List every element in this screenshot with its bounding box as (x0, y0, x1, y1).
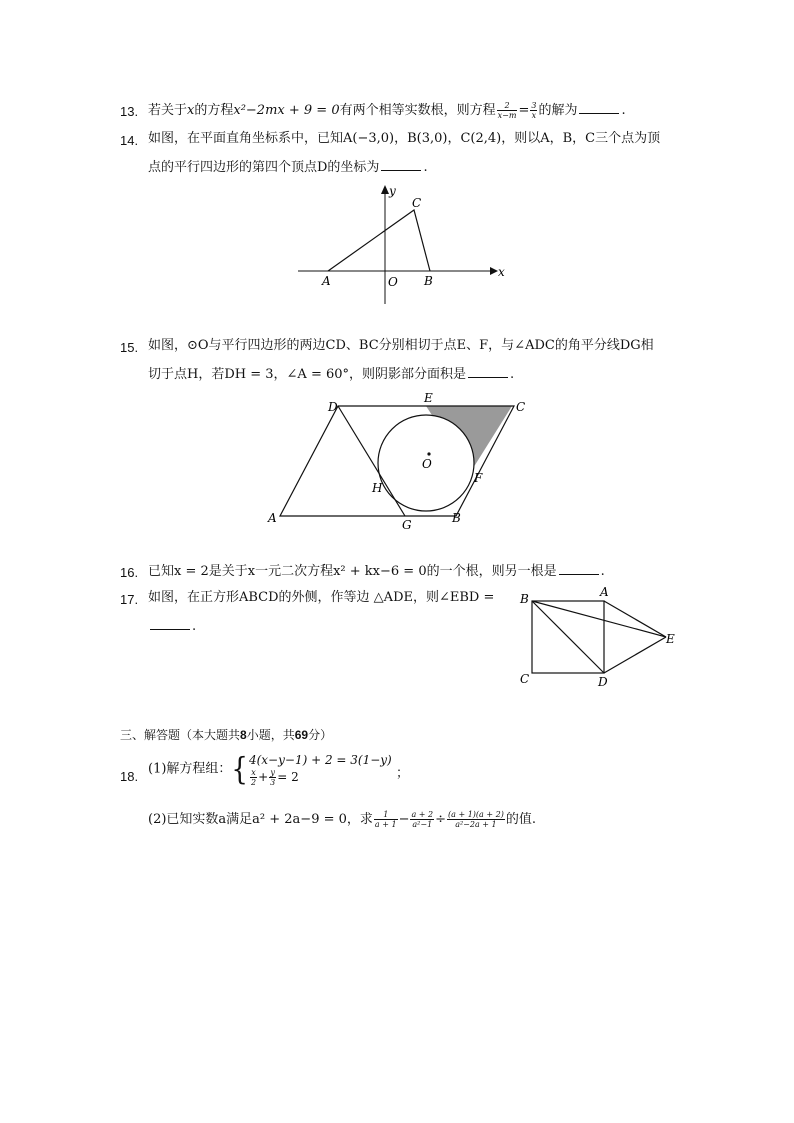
q17-side-DE (604, 637, 666, 673)
q18-eq2-y-num: y (270, 768, 275, 777)
q13-p1: 若关于 (148, 103, 188, 118)
q14-label-y: y (389, 184, 396, 198)
q17-label-A: A (600, 585, 609, 599)
q15-line-1: 如图，⊙O与平行四边形的两边CD、BC分别相切于点E、F，与∠ADC的角平分线DG相 (148, 338, 654, 353)
q17-end: . (192, 619, 197, 634)
q13-number: 13. (120, 104, 139, 119)
q14-label-x: x (498, 265, 505, 279)
q18-equation-system (249, 752, 392, 787)
q17-line-1: 如图，在正方形ABCD的外侧，作等边 △ADE，则∠EBD = (148, 590, 495, 605)
section-3-mid: 小题，共 (246, 728, 295, 742)
q18-eq2-plus: + (258, 770, 269, 784)
q15-center-dot (427, 452, 430, 455)
q13-frac2-num: 3 (531, 101, 537, 110)
q14-line-1: 如图，在平面直角坐标系中，已知A(−3,0)，B(3,0)，C(2,4)，则以A，B，C三个点为顶 (148, 131, 661, 146)
q13-fraction-2 (530, 101, 537, 120)
q14-line-2-text: 点的平行四边形的第四个顶点D的坐标为 (148, 160, 380, 175)
q18-eq2-frac-x (250, 768, 257, 787)
q17-segment-BE (532, 601, 666, 637)
q16-end: . (600, 564, 605, 579)
q15-label-E: E (424, 391, 433, 405)
q15-label-F: F (474, 471, 483, 485)
q14-triangle (328, 210, 430, 271)
q17-number: 17. (120, 592, 139, 607)
q17-line-2 (148, 617, 196, 636)
q17-side-AE (604, 601, 666, 637)
q18-f3-den: a²−2a + 1 (455, 820, 497, 829)
q14-label-C: C (412, 196, 422, 210)
q15-end: . (510, 367, 515, 382)
q14-answer-blank (381, 158, 421, 171)
q15-line-2-text: 切于点H，若DH = 3，∠A = 60°，则阴影部分面积是 (148, 367, 467, 382)
q18-eq2-x-den: 2 (250, 778, 257, 787)
q13-text (148, 101, 626, 120)
q17-answer-blank (150, 617, 190, 630)
q14-number: 14. (120, 133, 139, 148)
q15-figure (262, 390, 542, 535)
q16-line (148, 562, 605, 581)
q15-number: 15. (120, 340, 139, 355)
q18-part-2-label: (2)已知实数a满足a² + 2a−9 = 0，求 (148, 812, 373, 827)
q15-label-B: B (452, 511, 461, 525)
q15-shaded-region (426, 406, 512, 473)
q13-p3: 有两个相等实数根，则方程 (339, 103, 496, 118)
q18-minus: − (398, 812, 410, 827)
q15-answer-blank (468, 365, 508, 378)
q18-eq2-y-den: 3 (270, 778, 276, 787)
q18-f1-den: a + 1 (374, 820, 397, 829)
q15-label-C: C (516, 400, 526, 414)
q17-label-B: B (520, 592, 529, 606)
q13-p4: 的解为 (538, 103, 578, 118)
q15-label-H: H (372, 481, 383, 495)
q14-label-B: B (424, 274, 433, 288)
q18-part-2-end: 的值. (505, 812, 536, 827)
q17-figure (512, 585, 682, 690)
q17-label-D: D (598, 675, 608, 689)
q13-frac1-num: 2 (497, 101, 518, 111)
q18-number: 18. (120, 769, 139, 784)
q13-equation: x²−2mx + 9 = 0 (233, 103, 340, 118)
q18-eq2-frac-y (269, 768, 276, 787)
q16-answer-blank (559, 562, 599, 575)
q15-label-D: D (328, 400, 338, 414)
q15-line-2 (148, 365, 514, 384)
q14-y-arrow-icon (381, 185, 389, 194)
q16-text: 已知x = 2是关于x一元二次方程x² + kx−6 = 0的一个根，则另一根是 (148, 564, 557, 579)
q18-brace: { (231, 751, 248, 788)
q18-part-1-label: (1)解方程组： (148, 761, 232, 777)
q13-frac2-den: x (531, 111, 537, 120)
q18-frac-3 (447, 810, 505, 829)
q18-part-1-end: ； (396, 766, 410, 781)
q14-x-arrow-icon (490, 267, 498, 275)
q13-p2: 的方程 (194, 103, 234, 118)
q17-label-E: E (666, 632, 675, 646)
q13-fraction-1 (497, 101, 518, 120)
q13-answer-blank (579, 101, 619, 114)
q18-div: ÷ (435, 812, 447, 827)
q14-label-A: A (322, 274, 331, 288)
section-3-points: 69 (294, 728, 309, 742)
q14-label-O: O (388, 275, 398, 289)
q18-part-2 (148, 810, 536, 829)
q18-f2-num: a + 2 (411, 810, 434, 819)
q13-end: . (621, 103, 626, 118)
q15-label-A: A (268, 511, 277, 525)
q18-eq2-x-num: x (251, 768, 256, 777)
q18-frac-2 (410, 810, 434, 829)
q18-eq-2 (249, 768, 392, 787)
q17-diagonal-BD (532, 601, 604, 673)
q15-label-G: G (402, 518, 412, 532)
q16-number: 16. (120, 565, 139, 580)
q17-label-C: C (520, 672, 530, 686)
q18-f3-num: (a + 1)(a + 2) (448, 810, 504, 819)
q13-eq-sign: = (518, 103, 530, 118)
q18-eq-1: 4(x−y−1) + 2 = 3(1−y) (248, 753, 392, 767)
section-3-prefix: 三、解答题（本大题共 (120, 728, 241, 742)
q15-label-O: O (422, 457, 432, 471)
q18-f1-num: 1 (374, 810, 398, 820)
section-3-count: 8 (240, 728, 247, 742)
q14-figure (290, 182, 505, 307)
q14-line-2 (148, 158, 428, 177)
q13-frac1-den: x−m (497, 111, 517, 120)
section-3-heading (120, 726, 332, 744)
q18-eq2-rhs: = 2 (277, 770, 299, 784)
q18-f2-den: a²−1 (412, 820, 433, 829)
q13-var-x: x (187, 103, 195, 118)
q18-part-1 (148, 752, 392, 792)
q14-end: . (423, 160, 428, 175)
section-3-suffix: 分） (308, 728, 333, 742)
q18-frac-1 (374, 810, 398, 829)
